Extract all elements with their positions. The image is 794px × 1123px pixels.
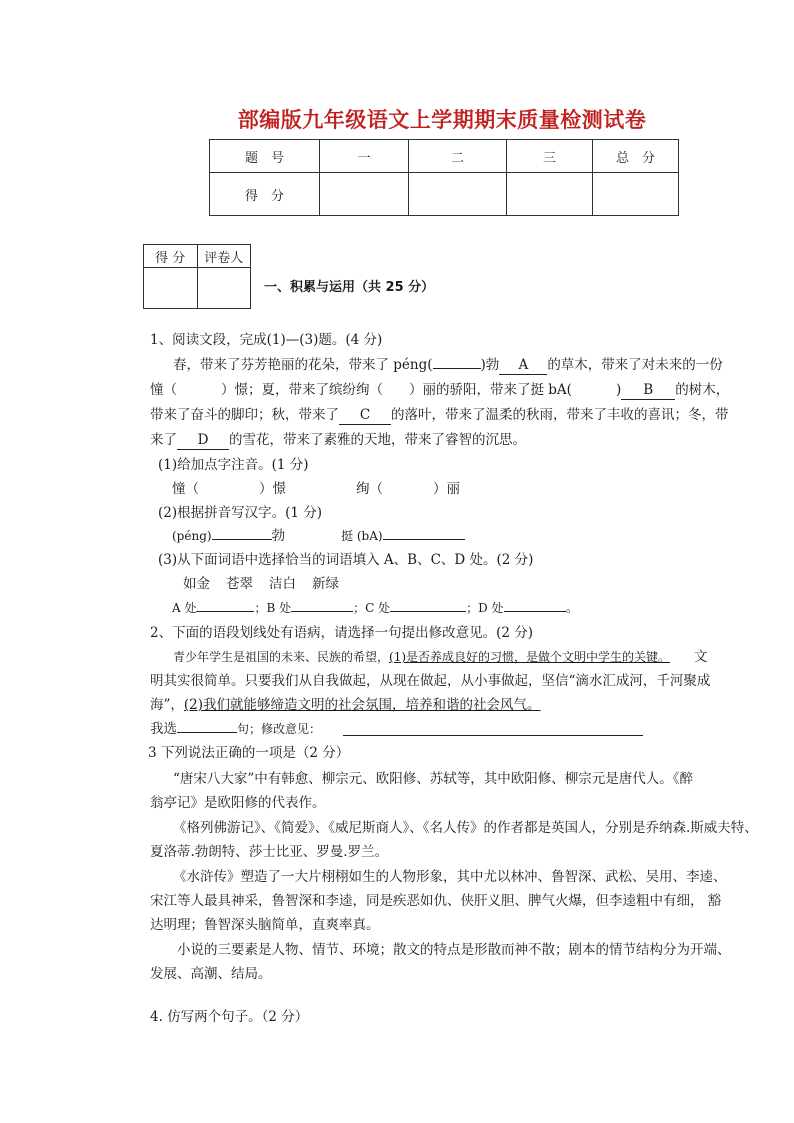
q1-sub-3: (3)从下面词语中选择恰当的词语填入 A、B、C、D 处。(2 分) <box>158 552 534 568</box>
passage-text: ）丽的骄阳，带来了挺 bA( <box>409 382 572 398</box>
item-text: 绚（ <box>356 481 383 497</box>
grader-score-cell[interactable] <box>144 268 198 309</box>
grader-name-cell[interactable] <box>197 268 251 309</box>
score-row-label: 得 分 <box>210 173 320 216</box>
word-option: 洁白 <box>269 576 296 592</box>
q1-fill-row <box>172 599 579 617</box>
score-cell[interactable] <box>507 173 593 216</box>
q1-sub-1: (1)给加点字注音。(1 分) <box>158 457 309 473</box>
q3-option-d-line-1: 小说的三要素是人物、情节、环境；散文的特点是形散而神不散；剧本的情节结构分为开端、 <box>177 942 731 958</box>
exam-title: 部编版九年级语文上学期期末质量检测试卷 <box>237 108 647 132</box>
q3-option-b-line-2: 夏洛蒂.勃朗特、莎士比亚、罗曼.罗兰。 <box>150 844 389 860</box>
score-header-cell: 总 分 <box>593 140 679 173</box>
q2-answer-row <box>150 720 321 738</box>
q3-intro: 3 下列说法正确的一项是（2 分） <box>148 745 350 761</box>
score-cell[interactable] <box>593 173 679 216</box>
q1-passage-line-4 <box>150 431 526 450</box>
fill-label: A 处 <box>172 601 197 615</box>
passage-text: 憧（ <box>150 382 177 398</box>
score-table-header-row <box>210 140 679 173</box>
word-option: 新绿 <box>312 576 339 592</box>
fill-label: ；B 处 <box>254 601 292 615</box>
score-header-cell: 题 号 <box>210 140 320 173</box>
q3-option-c-line-2: 宋江等人最具神采，鲁智深和李逵，同是疾恶如仇、侠肝义胆、脾气火爆，但李逵粗中有细， 豁 <box>150 893 722 909</box>
fill-blank-c[interactable] <box>390 611 466 612</box>
word-option: 苍翠 <box>226 576 253 592</box>
answer-label: 句；修改意见： <box>237 722 322 736</box>
sentence-choice-blank[interactable] <box>177 732 237 733</box>
passage-text: 青少年学生是祖国的未来、民族的希望， <box>173 650 390 664</box>
fill-blank-d[interactable] <box>504 611 566 612</box>
fill-label: 。 <box>565 600 580 616</box>
item-text: 挺 (bA) <box>341 529 383 543</box>
q3-option-d-line-2: 发展、高潮、结局。 <box>150 966 272 982</box>
q1-sub-1-items <box>172 480 460 498</box>
passage-text: 带来了奋斗的脚印；秋，带来了 <box>150 407 339 423</box>
underlined-sentence-1: (1)是否养成良好的习惯，是做个文明中学生的关键。 <box>389 650 671 664</box>
grader-name-header: 评卷人 <box>197 245 251 268</box>
section-1-title: 一、积累与运用（共 25 分） <box>264 280 435 295</box>
item-text: ）丽 <box>433 481 460 497</box>
blank-b[interactable]: B <box>621 381 675 400</box>
item-text: ）憬 <box>259 481 286 497</box>
answer-blank[interactable] <box>383 539 465 540</box>
underlined-sentence-2: (2)我们就能够缔造文明的社会氛围，培养和谐的社会风气。 <box>183 697 541 713</box>
q2-line-1 <box>173 648 708 666</box>
q2-line-2: 明其实很简单。只要我们从自我做起，从现在做起，从小事做起，坚信“滴水汇成河，千河聚成 <box>150 673 711 689</box>
score-table-score-row <box>210 173 679 216</box>
grader-score-header: 得 分 <box>144 245 198 268</box>
blank-d[interactable]: D <box>177 431 229 450</box>
q3-option-c-line-3: 达明理；鲁智深头脑简单，直爽率真。 <box>150 917 380 933</box>
blank-c[interactable]: C <box>339 406 391 425</box>
passage-text: 来了 <box>150 432 177 448</box>
fill-label: ；C 处 <box>353 601 391 615</box>
q3-option-c-line-1: 《水浒传》塑造了一大片栩栩如生的人物形象，其中尤以林冲、鲁智深、武松、吴用、李逵、 <box>173 869 727 885</box>
score-header-cell: 一 <box>320 140 409 173</box>
q1-sub-2-items <box>172 527 465 545</box>
score-header-cell: 二 <box>409 140 507 173</box>
answer-blank[interactable] <box>212 539 272 540</box>
fill-blank-a[interactable] <box>196 611 254 612</box>
fill-label: ；D 处 <box>466 601 504 615</box>
fill-blank-b[interactable] <box>291 611 353 612</box>
item-text: 憧（ <box>172 481 199 497</box>
score-table <box>209 139 679 216</box>
q2-line-3 <box>150 696 541 714</box>
passage-text: 海”， <box>150 697 184 713</box>
passage-text: 文 <box>694 649 708 665</box>
score-cell[interactable] <box>409 173 507 216</box>
item-text: 勃 <box>271 528 286 544</box>
passage-text: )勃 <box>480 357 500 373</box>
item-text: (péng) <box>172 529 212 543</box>
pinyin-blank[interactable] <box>433 368 481 369</box>
passage-text: 的落叶，带来了温柔的秋雨，带来了丰收的喜讯；冬，带 <box>391 407 729 423</box>
q3-option-a-line-1: “唐宋八大家”中有韩愈、柳宗元、欧阳修、苏轼等，其中欧阳修、柳宗元是唐代人。《醉 <box>173 771 694 787</box>
score-cell[interactable] <box>320 173 409 216</box>
q4-intro: 4. 仿写两个句子。（2 分） <box>150 1009 309 1025</box>
grader-table <box>143 244 251 309</box>
passage-text: 的树木， <box>675 382 730 398</box>
passage-text: ) <box>615 382 622 398</box>
q2-intro: 2、下面的语段划线处有语病，请选择一句提出修改意见。(2 分) <box>150 625 534 641</box>
q1-sub-2: (2)根据拼音写汉字。(1 分) <box>158 505 323 521</box>
q1-passage-line-1 <box>173 356 723 375</box>
q1-intro: 1、阅读文段，完成(1)—(3)题。(4 分) <box>150 332 383 348</box>
q1-passage-line-2 <box>150 381 729 400</box>
passage-text: 的草木，带来了对未来的一份 <box>547 357 723 373</box>
q3-option-b-line-1: 《格列佛游记》、《简爱》、《威尼斯商人》、《名人传》的作者都是英国人，分别是乔纳森.斯威夫特、 <box>173 820 758 836</box>
answer-label: 我选 <box>150 721 177 737</box>
score-header-cell: 三 <box>507 140 593 173</box>
word-option: 如金 <box>183 576 210 592</box>
q3-option-a-line-2: 翁亭记》是欧阳修的代表作。 <box>150 795 326 811</box>
passage-text: 的雪花，带来了素雅的天地，带来了睿智的沉思。 <box>229 432 526 448</box>
revision-answer-line[interactable] <box>343 735 643 736</box>
passage-text: ）憬；夏，带来了缤纷绚（ <box>221 382 383 398</box>
q1-passage-line-3 <box>150 406 729 425</box>
q1-word-bank <box>183 575 339 593</box>
passage-text: 春，带来了芬芳艳丽的花朵，带来了 péng( <box>173 357 433 373</box>
blank-a[interactable]: A <box>499 356 547 375</box>
